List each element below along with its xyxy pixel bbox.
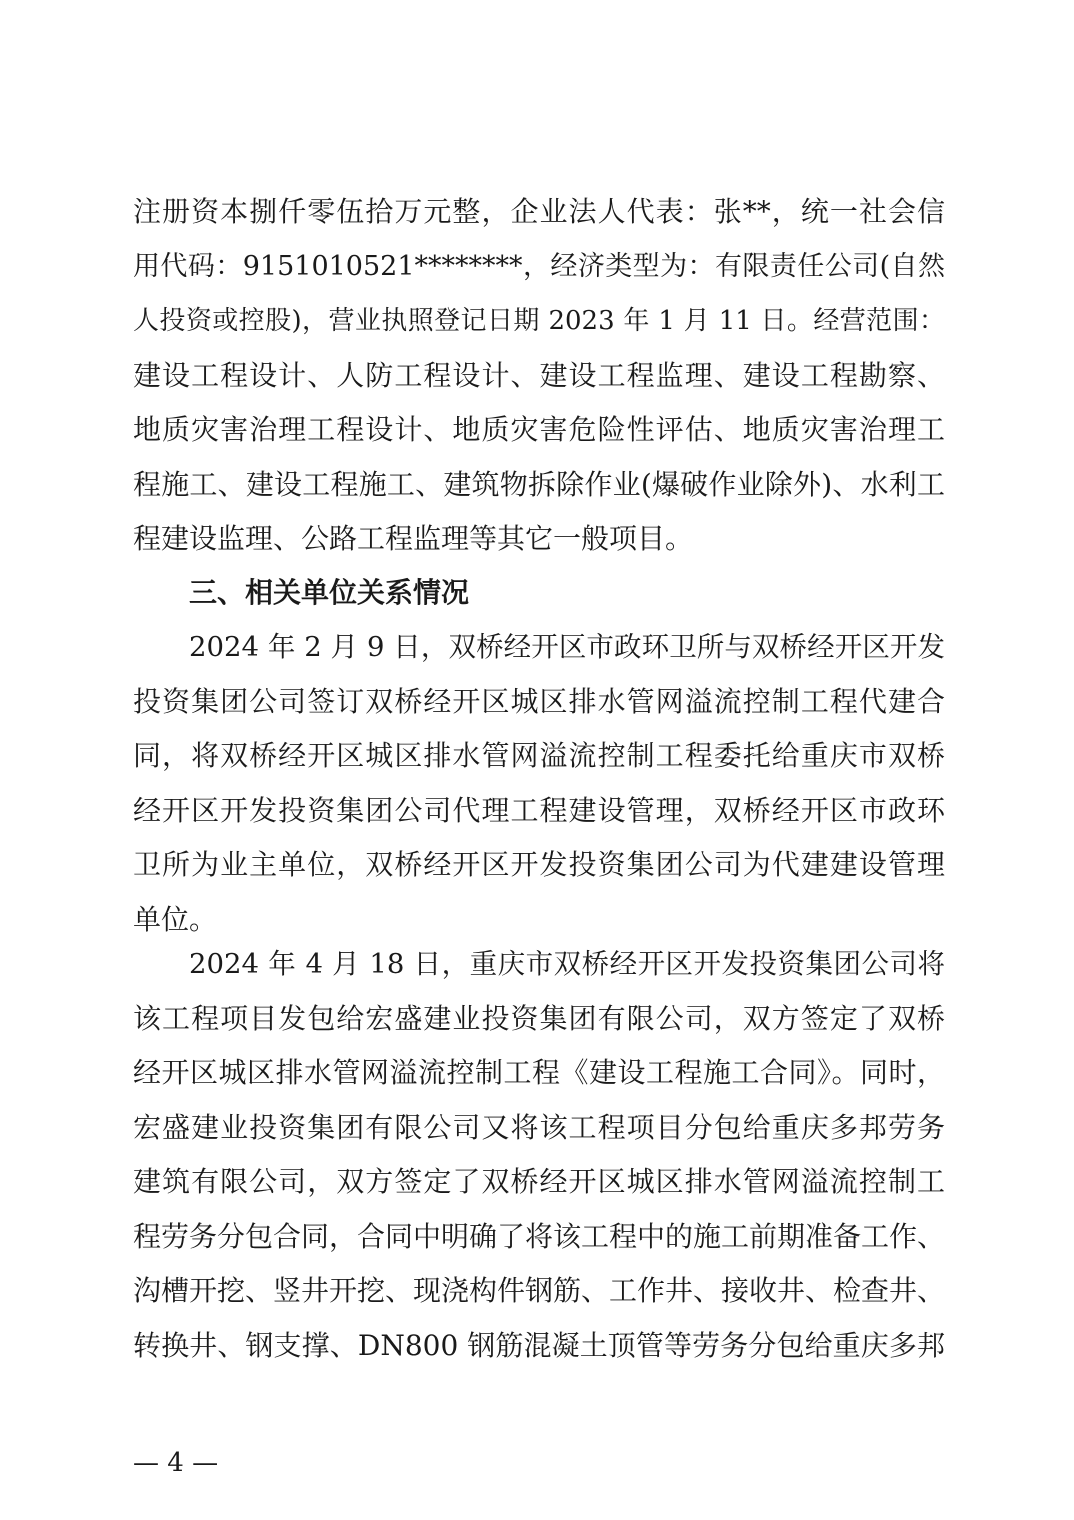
- text-line: 程建设监理、公路工程监理等其它一般项目。: [133, 522, 694, 555]
- text-line: 投资集团公司签订双桥经开区城区排水管网溢流控制工程代建合: [133, 684, 945, 718]
- text-line: 2024 年 2 月 9 日，双桥经开区市政环卫所与双桥经开区开发: [189, 631, 945, 663]
- text-line: 单位。: [133, 902, 218, 936]
- text-line: 转换井、钢支撑、DN800 钢筋混凝土顶管等劳务分包给重庆多邦: [133, 1328, 945, 1362]
- section-heading-block: [133, 566, 945, 621]
- page-number: — 4 —: [133, 1448, 219, 1478]
- text-line: 建设工程设计、人防工程设计、建设工程监理、建设工程勘察、: [133, 358, 945, 392]
- text-line: 卫所为业主单位，双桥经开区开发投资集团公司为代建建设管理: [133, 848, 945, 881]
- paragraph-agency-contract: [133, 620, 945, 947]
- paragraph-company-info: [133, 185, 945, 567]
- text-line: 程劳务分包合同，合同中明确了将该工程中的施工前期准备工作、: [133, 1219, 946, 1253]
- text-line: 人投资或控股)，营业执照登记日期 2023 年 1 月 11 日。经营范围：: [133, 306, 945, 336]
- text-line: 宏盛建业投资集团有限公司又将该工程项目分包给重庆多邦劳务: [133, 1110, 945, 1144]
- text-line: 经开区城区排水管网溢流控制工程《建设工程施工合同》。同时，: [133, 1056, 945, 1089]
- text-line: 建筑有限公司，双方签定了双桥经开区城区排水管网溢流控制工: [133, 1165, 945, 1198]
- text-line: 用代码：9151010521********，经济类型为：有限责任公司(自然: [133, 250, 945, 282]
- text-line: 注册资本捌仟零伍拾万元整，企业法人代表：张**，统一社会信: [133, 195, 945, 228]
- text-line: 该工程项目发包给宏盛建业投资集团有限公司，双方签定了双桥: [133, 1001, 945, 1035]
- paragraph-construction-contract: [133, 937, 945, 1373]
- text-line: 2024 年 4 月 18 日，重庆市双桥经开区开发投资集团公司将: [189, 948, 945, 980]
- text-line: 程施工、建设工程施工、建筑物拆除作业(爆破作业除外)、水利工: [133, 467, 945, 501]
- text-line: 地质灾害治理工程设计、地质灾害危险性评估、地质灾害治理工: [133, 413, 945, 446]
- text-line: 经开区开发投资集团公司代理工程建设管理，双桥经开区市政环: [133, 793, 945, 827]
- text-line: 沟槽开挖、竖井开挖、现浇构件钢筋、工作井、接收井、检查井、: [133, 1274, 946, 1307]
- text-line: 同，将双桥经开区城区排水管网溢流控制工程委托给重庆市双桥: [133, 739, 945, 772]
- section-heading: 三、相关单位关系情况: [189, 576, 470, 609]
